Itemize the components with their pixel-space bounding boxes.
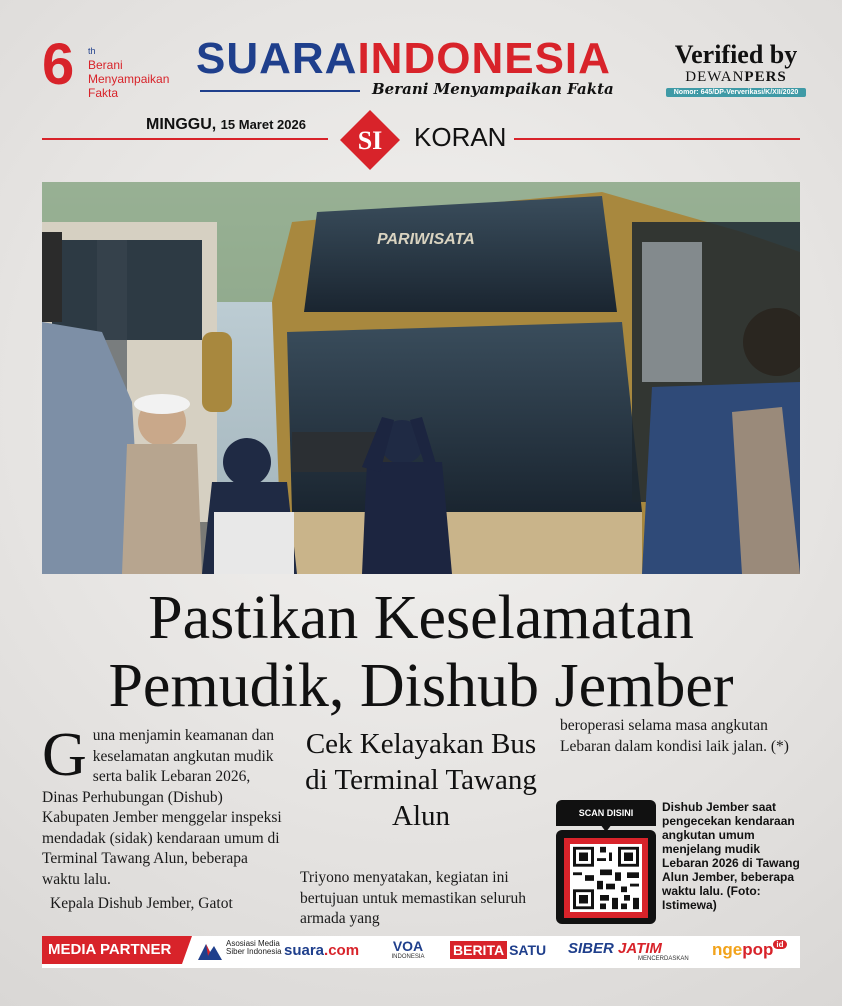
anniversary-text: Berani Menyampaikan Fakta	[88, 58, 170, 100]
qr-scan-box[interactable]	[556, 800, 656, 924]
anniversary-number: 6	[42, 32, 75, 97]
amsi-text: Asosiasi Media Siber Indonesia	[226, 939, 282, 956]
paragraph-2: Kepala Dishub Jember, Gatot	[50, 895, 233, 912]
brand-suara: SUARA	[196, 34, 358, 83]
person-hijab-center	[362, 462, 452, 574]
qr-code-icon[interactable]	[570, 844, 642, 912]
amsi-logo-icon	[196, 942, 224, 962]
officer-center	[122, 444, 202, 574]
drop-cap: G	[42, 721, 87, 789]
headline-line1: Pastikan Keselamatan	[148, 584, 694, 652]
media-partner-label: MEDIA PARTNER	[48, 941, 172, 958]
pers-text: PERS	[744, 69, 787, 85]
dateline	[146, 116, 306, 134]
siber-text: SIBER	[568, 940, 614, 957]
brand-indonesia: INDONESIA	[357, 34, 611, 83]
bus-inspection-illustration	[42, 182, 800, 574]
anniversary-logo	[42, 32, 182, 100]
verified-number: Nomor: 645/DP-Ververikasi/K/XII/2020	[666, 88, 806, 97]
jatim-text: JATIM	[618, 940, 662, 957]
header-rule-left	[42, 138, 328, 140]
partner-suara-com[interactable]	[284, 942, 359, 959]
partner-beritasatu[interactable]	[450, 942, 546, 958]
suara-text: suara	[284, 942, 325, 959]
day-label: MINGGU,	[146, 116, 217, 133]
partner-siber-jatim[interactable]	[568, 940, 689, 962]
nge-text: nge	[712, 940, 743, 959]
satu-text: SATU	[509, 942, 547, 958]
pop-text: pop	[742, 940, 774, 959]
qr-border	[564, 838, 648, 918]
header-rule-right	[514, 138, 800, 140]
scan-label: SCAN DISINI	[556, 800, 656, 826]
si-logo-text: SI	[357, 126, 383, 155]
brand-tagline: Berani Menyampaikan Fakta	[372, 80, 614, 98]
article-headline	[20, 584, 822, 720]
date-label: 15 Maret 2026	[220, 117, 306, 132]
verified-line2	[666, 68, 806, 86]
article-column-1	[42, 721, 282, 915]
brand-underline	[200, 90, 360, 92]
photo-caption: Dishub Jember saat pengecekan kendaraan angkutan umum menjelang mudik Lebaran 2026 di Tawang Alun Jember, beberapa waktu lalu. (Foto: Istimewa)	[662, 800, 800, 912]
id-badge: id	[773, 940, 786, 949]
suara-dotcom: .com	[324, 942, 360, 959]
paragraph-1: una menjamin keamanan dan keselamatan angkutan mudik serta balik Lebaran 2026, Dinas Perhubungan (Dishub) Kabupaten Jember menggelar inspeksi mendadak (sidak) kendaraan umum di Terminal Tawang Alun, beberapa waktu lalu.	[42, 727, 282, 888]
article-subheadline: Cek Kelayakan Bus di Terminal Tawang Alun	[305, 728, 537, 832]
bus-upper-windshield	[304, 196, 617, 312]
article-column-3: beroperasi selama masa angkutan Lebaran dalam kondisi laik jalan. (*)	[560, 717, 789, 755]
si-logo-icon	[338, 108, 402, 172]
media-partner-bar	[42, 936, 800, 968]
berita-text: BERITA	[450, 941, 507, 959]
partner-amsi[interactable]	[196, 940, 296, 964]
voa-text: VOA	[392, 938, 424, 954]
voa-sub: INDONESIA	[391, 954, 425, 960]
newspaper-brand[interactable]	[196, 34, 611, 84]
article-photo	[42, 182, 800, 574]
dewan-text: DEWAN	[685, 69, 745, 85]
partner-voa[interactable]	[388, 938, 428, 960]
partner-ngepop[interactable]	[712, 940, 787, 960]
qr-frame	[556, 830, 656, 924]
article-column-2: Triyono menyatakan, kegiatan ini bertujuan untuk memastikan seluruh armada yang	[300, 869, 526, 927]
bus-windshield	[287, 322, 642, 512]
bus-destination-text: PARIWISATA	[377, 231, 475, 248]
verified-line1: Verified by	[674, 40, 798, 69]
section-label: KORAN	[414, 122, 507, 152]
headline-line2: Pemudik, Dishub Jember	[108, 652, 734, 720]
mencerdaskan-text: MENCERDASKAN	[638, 956, 689, 962]
verified-badge	[666, 42, 806, 97]
anniversary-suffix: th	[88, 46, 96, 56]
